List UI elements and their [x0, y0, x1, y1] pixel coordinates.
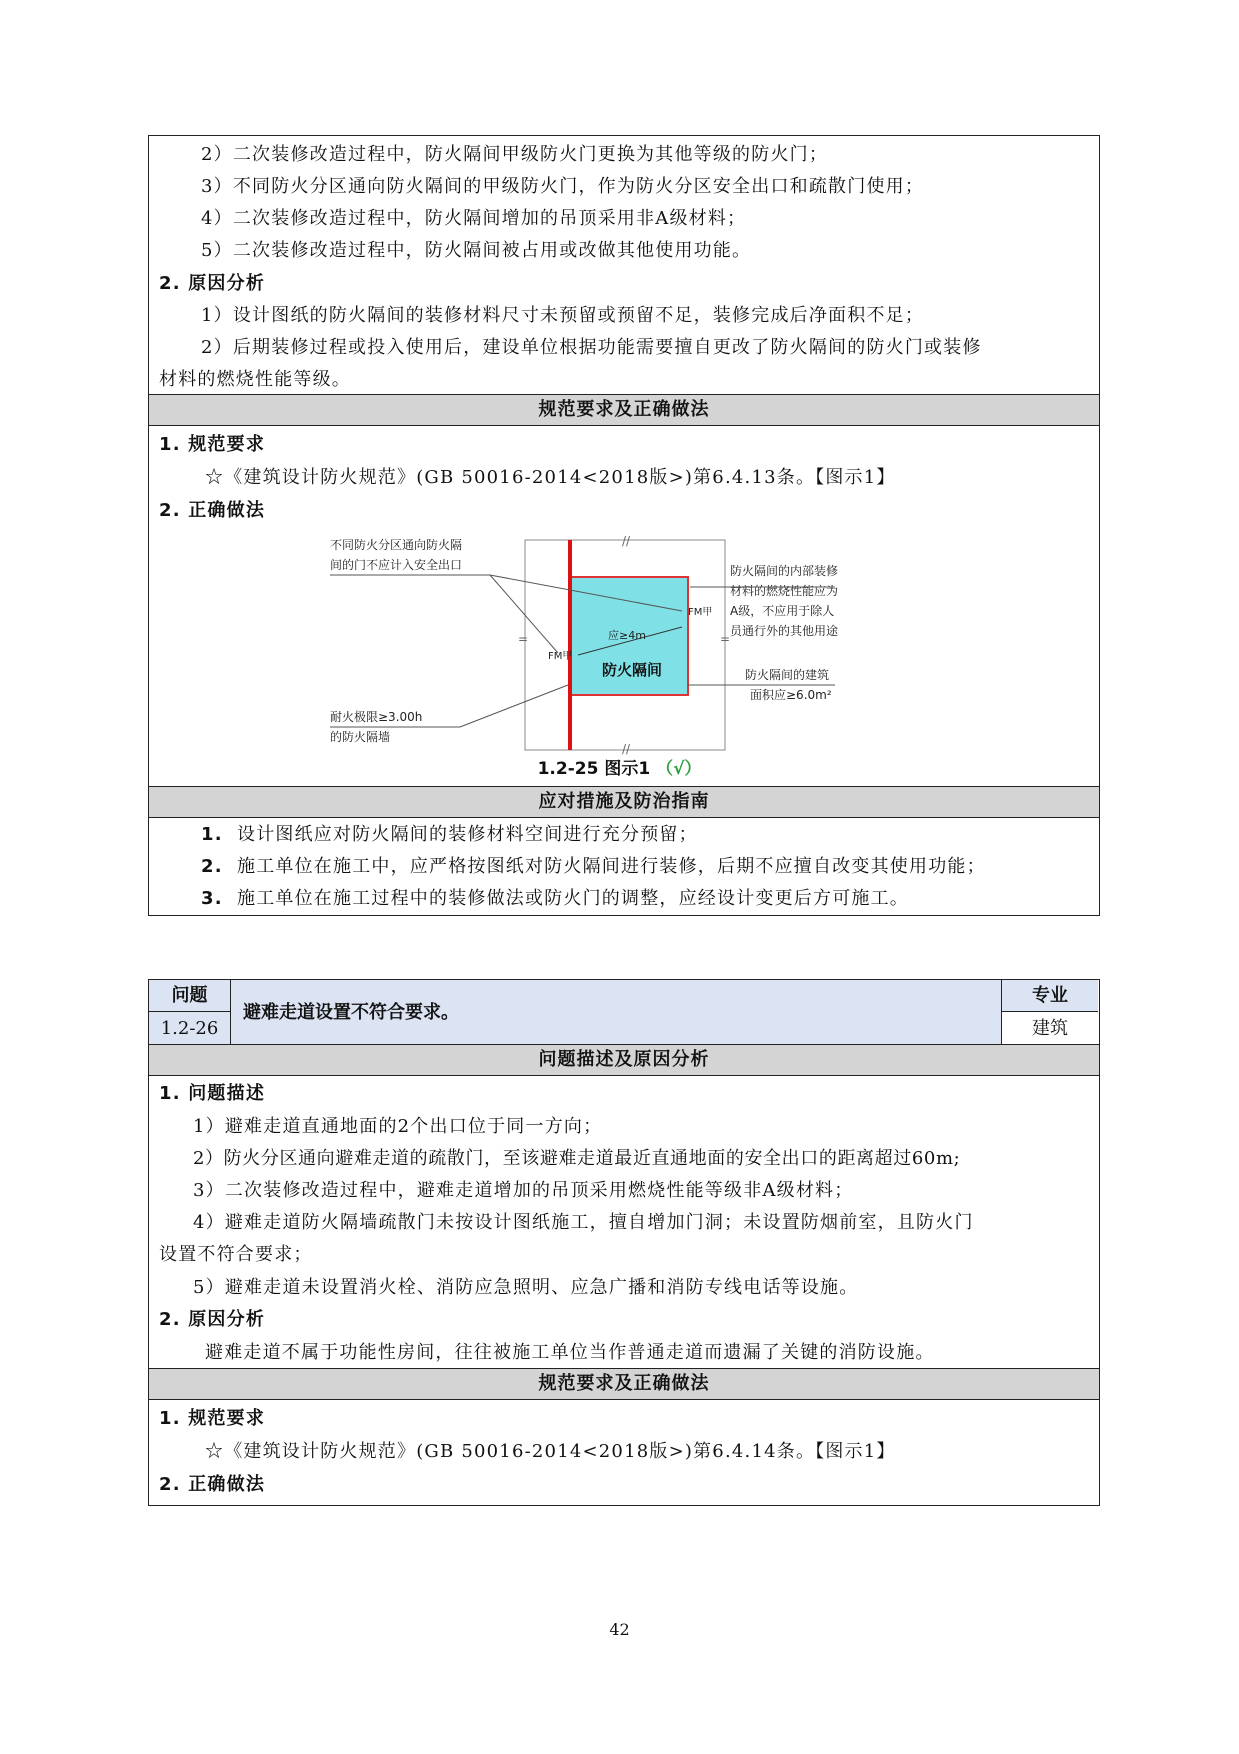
list-item: 1）避难走道直通地面的2个出口位于同一方向； — [193, 1116, 603, 1137]
problem-header — [149, 980, 1099, 1046]
list-item: 4）避难走道防火隔墙疏散门未按设计图纸施工，擅自增加门洞；未设置防烟前室，且防火门 — [193, 1212, 974, 1233]
list-item: 1）设计图纸的防火隔间的装修材料尺寸未预留或预留不足，装修完成后净面积不足； — [201, 305, 925, 326]
figure-caption — [0, 754, 1239, 779]
list-item: 2）后期装修过程或投入使用后，建设单位根据功能需要擅自更改了防火隔间的防火门或装修 — [201, 337, 982, 358]
list-item: 3）二次装修改造过程中，避难走道增加的吊顶采用燃烧性能等级非A级材料； — [193, 1180, 854, 1201]
norm-heading: 1. 规范要求 — [159, 1408, 266, 1429]
problem-label: 问题 — [149, 980, 231, 1012]
desc-heading: 1. 问题描述 — [159, 1083, 266, 1104]
callout-leader — [460, 685, 568, 727]
problem-title: 避难走道设置不符合要求。 — [231, 980, 1001, 1045]
measure-num: 1. — [201, 824, 223, 845]
break-mark: = — [518, 632, 529, 646]
cause-heading: 2. 原因分析 — [159, 273, 266, 294]
door-left-label: FM甲 — [548, 651, 573, 662]
page-number: 42 — [609, 1620, 630, 1639]
section-band-norm: 规范要求及正确做法 — [149, 394, 1099, 426]
section-band-measures: 应对措施及防治指南 — [149, 786, 1099, 818]
break-mark: // — [622, 535, 631, 548]
list-item: 设置不符合要求； — [159, 1244, 313, 1265]
door-right-label: FM甲 — [688, 607, 713, 618]
list-item: 5）避难走道未设置消火栓、消防应急照明、应急广播和消防专线电话等设施。 — [193, 1277, 859, 1298]
room-label: 防火隔间 — [602, 661, 663, 679]
callout-text: 耐火极限≥3.00h — [330, 710, 423, 724]
measure-text: 施工单位在施工中，应严格按图纸对防火隔间进行装修，后期不应擅自改变其使用功能； — [237, 856, 986, 877]
section-band-norm: 规范要求及正确做法 — [149, 1368, 1099, 1400]
callout-text: 材料的燃烧性能应为 — [730, 584, 839, 598]
callout-text: 防火隔间的建筑 — [745, 668, 830, 682]
major-label: 专业 — [1001, 980, 1098, 1012]
list-item: 2）二次装修改造过程中，防火隔间甲级防火门更换为其他等级的防火门； — [201, 144, 829, 165]
callout-text: A级，不应用于除人 — [730, 604, 835, 618]
measure-text: 施工单位在施工过程中的装修做法或防火门的调整，应经设计变更后方可施工。 — [237, 888, 909, 909]
norm-heading: 1. 规范要求 — [159, 434, 266, 455]
callout-text: 间的门不应计入安全出口 — [330, 558, 463, 572]
norm-text: ☆《建筑设计防火规范》(GB 50016-2014<2018版>)第6.4.13条。【图示1】 — [205, 467, 896, 488]
cause-heading: 2. 原因分析 — [159, 1309, 266, 1330]
list-item: 4）二次装修改造过程中，防火隔间增加的吊顶采用非A级材料； — [201, 208, 747, 229]
correct-heading: 2. 正确做法 — [159, 1474, 266, 1495]
callout-text: 员通行外的其他用途 — [730, 624, 839, 638]
list-item: 材料的燃烧性能等级。 — [159, 369, 351, 390]
break-mark: = — [720, 632, 731, 646]
callout-text: 不同防火分区通向防火隔 — [330, 538, 463, 552]
caption-check: （√） — [656, 759, 702, 779]
break-mark: // — [622, 742, 631, 755]
measure-num: 2. — [201, 856, 223, 877]
callout-text: 的防火隔墙 — [330, 730, 391, 744]
problem-number: 1.2-26 — [149, 1012, 231, 1045]
norm-text: ☆《建筑设计防火规范》(GB 50016-2014<2018版>)第6.4.14条。【图示1】 — [205, 1441, 896, 1462]
measure-num: 3. — [201, 888, 223, 909]
correct-heading: 2. 正确做法 — [159, 500, 266, 521]
callout-text: 面积应≥6.0m² — [750, 688, 832, 702]
distance-label: 应≥4m — [608, 629, 646, 642]
table-section-1 — [148, 135, 1100, 916]
callout-text: 防火隔间的内部装修 — [730, 564, 839, 578]
table-section-2 — [148, 979, 1100, 1506]
list-item: 5）二次装修改造过程中，防火隔间被占用或改做其他使用功能。 — [201, 240, 752, 261]
caption-main: 1.2-25 图示1 — [537, 759, 651, 779]
section-band-desc: 问题描述及原因分析 — [149, 1044, 1099, 1076]
list-item: 2）防火分区通向避难走道的疏散门，至该避难走道最近直通地面的安全出口的距离超过60m; — [193, 1148, 961, 1169]
list-item: 3）不同防火分区通向防火隔间的甲级防火门，作为防火分区安全出口和疏散门使用； — [201, 176, 925, 197]
fire-compartment-diagram — [330, 535, 930, 755]
measure-text: 设计图纸应对防火隔间的装修材料空间进行充分预留； — [237, 824, 698, 845]
major-value: 建筑 — [1001, 1012, 1098, 1045]
cause-text: 避难走道不属于功能性房间，往往被施工单位当作普通走道而遗漏了关键的消防设施。 — [205, 1342, 935, 1363]
